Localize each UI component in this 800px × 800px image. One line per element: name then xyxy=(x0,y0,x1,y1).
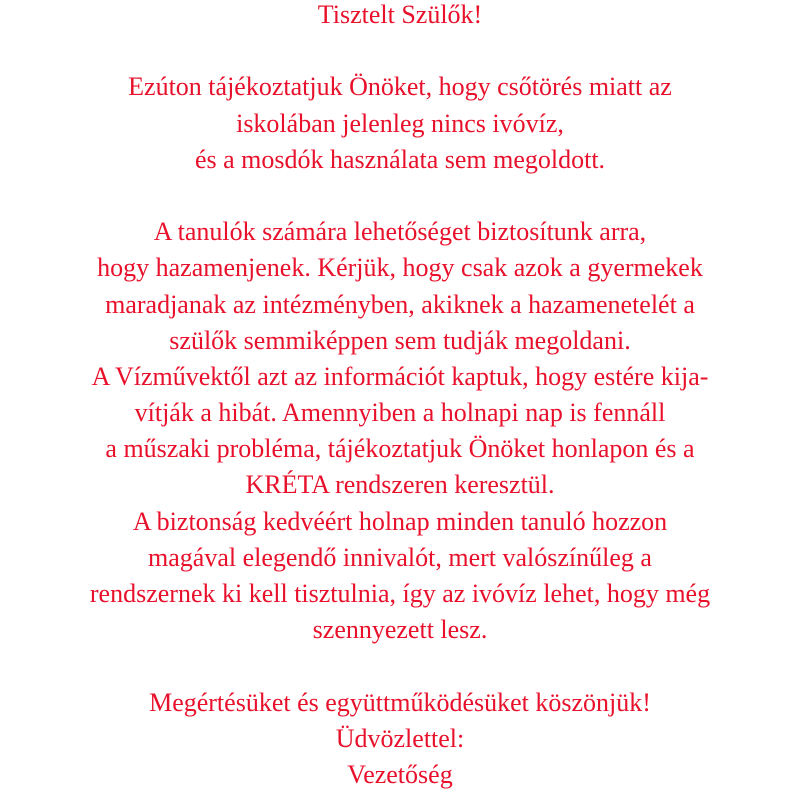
salutation: Üdvözlettel: xyxy=(335,723,465,753)
text-line: maradjanak az intézményben, akiknek a hazamenetelét a xyxy=(105,289,695,319)
text-line: vítják a hibát. Amennyiben a holnapi nap is fennáll xyxy=(134,398,666,428)
text-line: a műszaki probléma, tájékoztatjuk Önöket honlapon és a xyxy=(105,434,695,464)
text-line: szennyezett lesz. xyxy=(312,615,488,645)
spacer xyxy=(0,33,800,69)
text-line: szülők semmiképpen sem tudják megoldani. xyxy=(169,325,631,355)
text-line: és a mosdók használata sem megoldott. xyxy=(194,144,606,174)
greeting: Tisztelt Szülők! xyxy=(317,0,483,29)
spacer xyxy=(0,648,800,684)
paragraph-pipe-burst xyxy=(0,69,800,178)
text-line: A biztonság kedvéért holnap minden tanuló hozzon xyxy=(132,506,668,536)
closing-line: Megértésüket és együttműködésüket köszönjük! xyxy=(149,687,651,717)
text-line: iskolában jelenleg nincs ivóvíz, xyxy=(236,108,564,138)
text-line: A tanulók számára lehetőséget biztosítunk arra, xyxy=(153,217,647,247)
text-line: A Vízművektől azt az információt kaptuk, hogy estére kija- xyxy=(91,361,709,391)
paragraph-details xyxy=(0,214,800,648)
text-line: rendszernek ki kell tisztulnia, így az ivóvíz lehet, hogy még xyxy=(89,579,711,608)
text-line: Ezúton tájékoztatjuk Önöket, hogy csőtörés miatt az xyxy=(128,72,672,102)
signature: Vezetőség xyxy=(347,759,453,789)
text-line: magával elegendő innivalót, mert valószínűleg a xyxy=(148,542,652,572)
text-line: KRÉTA rendszeren keresztül. xyxy=(245,470,555,500)
text-line: hogy hazamenjenek. Kérjük, hogy csak azok a gyermekek xyxy=(97,253,703,283)
spacer xyxy=(0,178,800,214)
